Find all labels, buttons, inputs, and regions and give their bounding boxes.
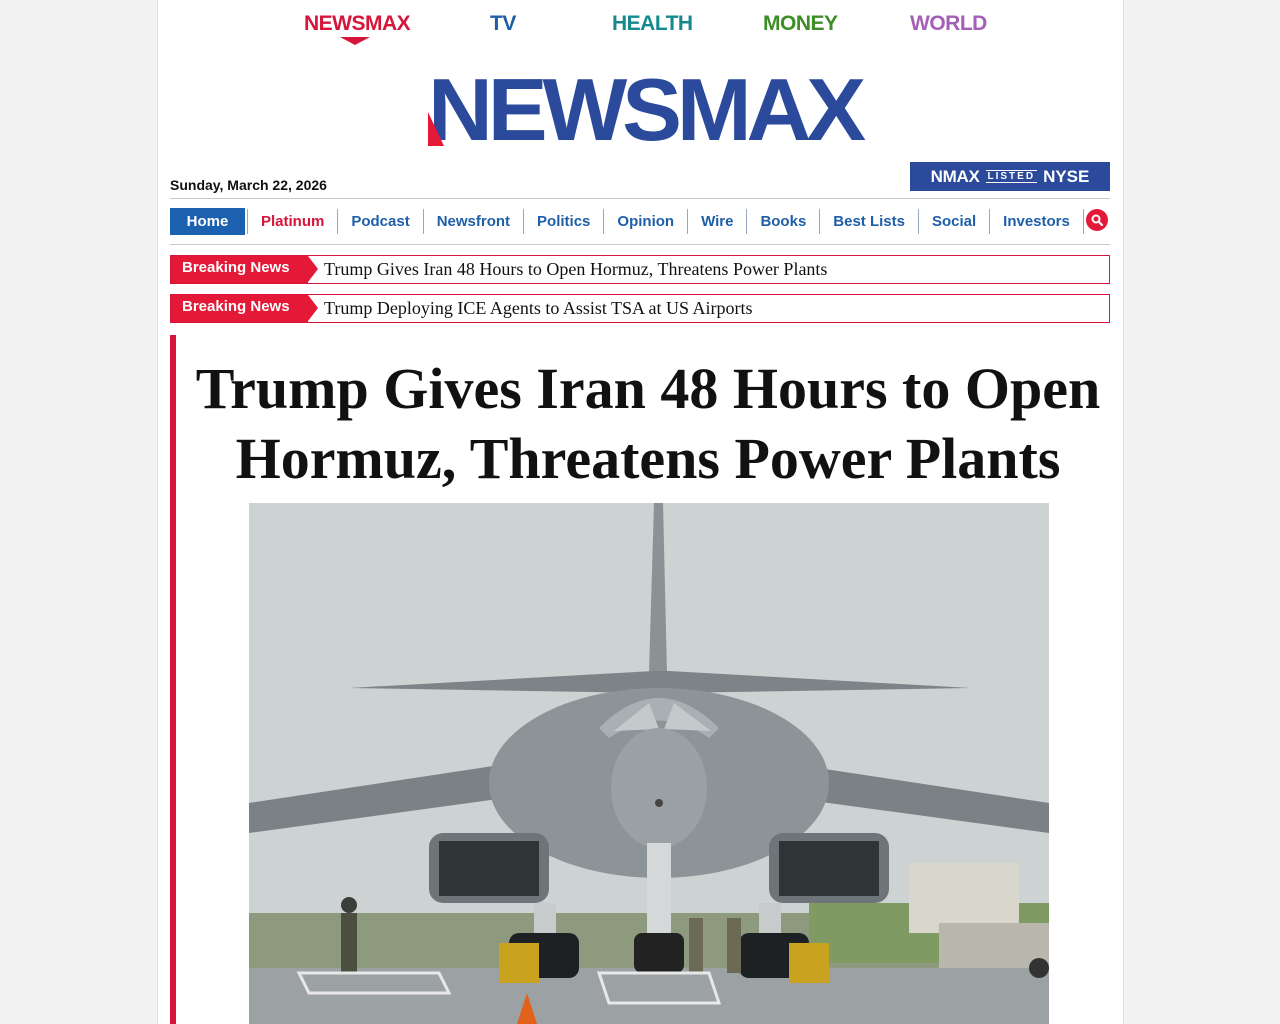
newsmax-logo[interactable] [428, 60, 862, 159]
breaking-news-tag: Breaking News [171, 295, 308, 322]
nav-link-politics[interactable]: Politics [537, 213, 591, 230]
brand-nav-tv[interactable]: TV [490, 12, 516, 35]
nav-link-podcast[interactable]: Podcast [351, 213, 410, 230]
lead-story-title[interactable]: Trump Gives Iran 48 Hours to Open Hormuz, Threatens Power Plants [195, 356, 1101, 491]
nav-link-social[interactable]: Social [931, 213, 977, 230]
nav-link-books[interactable]: Books [760, 213, 807, 230]
brand-nav-world[interactable]: WORLD [910, 12, 987, 35]
search-icon[interactable] [1086, 209, 1108, 231]
nav-link-home[interactable]: Home [170, 208, 245, 235]
brand-nav-newsmax[interactable]: NEWSMAX [304, 12, 411, 35]
current-date: Sunday, March 22, 2026 [170, 177, 327, 193]
brand-nav [158, 8, 1123, 48]
nav-item-platinum [247, 209, 337, 234]
brand-nav-health[interactable]: HEALTH [612, 12, 693, 35]
nav-link-newsfront[interactable]: Newsfront [436, 213, 511, 230]
nav-item-wire [687, 209, 746, 234]
nav-link-platinum[interactable]: Platinum [261, 213, 325, 230]
ticker-symbol: NMAX [930, 166, 980, 186]
logo-red-accent [428, 112, 444, 146]
nav-link-best-lists[interactable]: Best Lists [833, 213, 905, 230]
page [157, 0, 1124, 1024]
active-caret-icon [340, 37, 370, 45]
magnifier-glyph [1091, 214, 1103, 226]
brand-nav-money[interactable]: MONEY [763, 12, 838, 35]
nav-item-newsfront [423, 209, 523, 234]
lead-story-photo[interactable] [249, 503, 1049, 1024]
nav-item-social [918, 209, 989, 234]
ticker-listed-label: LISTED [987, 171, 1036, 182]
bomber-jet-illustration [249, 503, 1049, 1024]
nav-link-investors[interactable]: Investors [1003, 213, 1070, 230]
breaking-news-bar[interactable] [170, 294, 1110, 323]
nav-item-home [170, 209, 247, 234]
nav-link-wire[interactable]: Wire [701, 213, 734, 230]
nav-item-books [746, 209, 819, 234]
nav-item-best-lists [819, 209, 918, 234]
ticker-exchange: NYSE [1043, 166, 1090, 186]
lead-story-accent-bar [170, 335, 176, 1024]
nav-item-search-divider [1083, 209, 1084, 234]
nav-item-investors [989, 209, 1083, 234]
breaking-news-tag: Breaking News [171, 256, 308, 283]
nav-item-opinion [603, 209, 687, 234]
nav-item-podcast [337, 209, 422, 234]
breaking-news-headline[interactable]: Trump Gives Iran 48 Hours to Open Hormuz, Threatens Power Plants [324, 259, 828, 279]
nav-link-opinion[interactable]: Opinion [617, 213, 675, 230]
nyse-listed-badge[interactable] [910, 162, 1110, 191]
main-nav [170, 198, 1110, 245]
breaking-news-headline[interactable]: Trump Deploying ICE Agents to Assist TSA at US Airports [324, 298, 753, 318]
breaking-news-bar[interactable] [170, 255, 1110, 284]
logo-wordmark: NEWSMAX [428, 60, 862, 159]
nav-item-politics [523, 209, 603, 234]
